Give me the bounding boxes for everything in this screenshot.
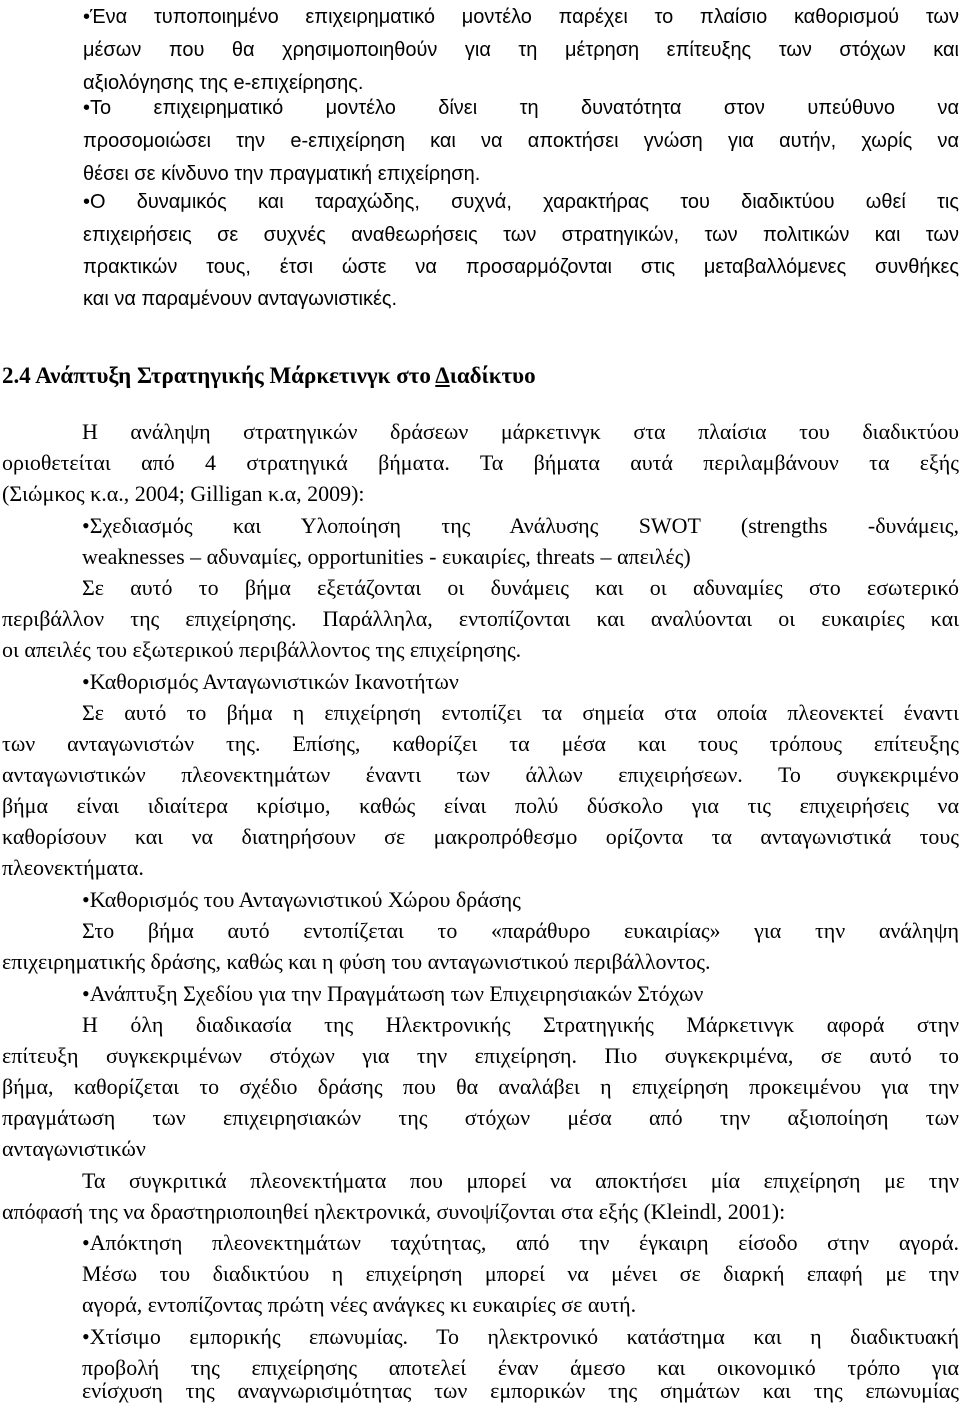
section-heading-underlined-letter: Δ [435, 363, 450, 388]
intro-line-1: Η ανάληψη στρατηγικών δράσεων μάρκετινγκ στα πλαίσια του διαδικτύου [82, 419, 959, 444]
advantages-intro-line-1: Τα συγκριτικά πλεονεκτήματα που μπορεί να αποκτήσει μία επιχείρηση με την [82, 1168, 959, 1193]
bullet-item-3-line-1: •Ο δυναμικός και ταραχώδης, συχνά, χαρακτήρας του διαδικτύου ωθεί τις [83, 191, 959, 213]
intro-line-2: οριοθετείται από 4 στρατηγικά βήματα. Τα βήματα αυτά περιλαμβάνουν τα εξής [2, 450, 959, 475]
step-swot-body-line-1: Σε αυτό το βήμα εξετάζονται οι δυνάμεις και οι αδυναμίες στο εσωτερικό [82, 575, 959, 600]
step-swot-title-line-2: weaknesses – αδυναμίες, opportunities - ευκαιρίες, threats – απειλές) [82, 544, 691, 569]
step-competitive-title: •Καθορισμός Ανταγωνιστικών Ικανοτήτων [82, 669, 459, 694]
advantage-brand-line-1: •Χτίσιμο εμπορικής επωνυμίας. Το ηλεκτρονικό κατάστημα και η διαδικτυακή [82, 1324, 959, 1349]
section-heading-suffix: ιαδίκτυο [449, 363, 536, 388]
advantages-intro-line-2: απόφασή της να δραστηριοποιηθεί ηλεκτρονικά, συνοψίζονται στα εξής (Kleindl, 2001): [2, 1199, 786, 1224]
bullet-item-1-line-3: αξιολόγησης της e-επιχείρησης. [83, 72, 364, 94]
bullet-item-1-line-2: μέσων που θα χρησιμοποιηθούν για τη μέτρηση επίτευξης των στόχων και [83, 39, 959, 61]
bullet-item-2-line-2: προσομοιώσει την e-επιχείρηση και να αποκτήσει γνώση για αυτήν, χωρίς να [83, 130, 959, 152]
step-plan-body-line-3: βήμα, καθορίζεται το σχέδιο δράσης που θα αναλάβει η επιχείρηση προκειμένου για την [2, 1074, 959, 1099]
step-competitive-body-line-1: Σε αυτό το βήμα η επιχείρηση εντοπίζει τα σημεία στα οποία πλεονεκτεί έναντι [82, 700, 959, 725]
step-competitive-body-line-5: καθορίσουν και να διατηρήσουν σε μακροπρόθεσμο ορίζοντα τα ανταγωνιστικά τους [2, 824, 959, 849]
step-competitive-body-line-2: των ανταγωνιστών της. Επίσης, καθορίζει τα μέσα και τους τρόπους επίτευξης [2, 731, 959, 756]
bullet-item-3-line-3: πρακτικών τους, έτσι ώστε να προσαρμόζονται στις μεταβαλλόμενες συνθήκες [83, 256, 959, 278]
step-space-body-line-1: Στο βήμα αυτό εντοπίζεται το «παράθυρο ευκαιρίας» για την ανάληψη [82, 918, 959, 943]
step-swot-body-line-3: οι απειλές του εξωτερικού περιβάλλοντος της επιχείρησης. [2, 637, 522, 662]
step-plan-body-line-4: πραγμάτωση των επιχειρησιακών της στόχων μέσα από την αξιοποίηση των [2, 1105, 959, 1130]
step-swot-title-line-1: •Σχεδιασμός και Υλοποίηση της Ανάλυσης SWOT (strengths -δυνάμεις, [82, 513, 959, 538]
advantage-speed-line-3: αγορά, εντοπίζοντας πρώτη νέες ανάγκες κι ευκαιρίες σε αυτή. [82, 1292, 637, 1317]
section-heading [2, 361, 536, 390]
step-swot-body-line-2: περιβάλλον της επιχείρησης. Παράλληλα, εντοπίζονται και αναλύονται οι ευκαιρίες και [2, 606, 959, 631]
advantage-speed-line-2: Μέσω του διαδικτύου η επιχείρηση μπορεί να μένει σε διαρκή επαφή με την [82, 1261, 959, 1286]
bullet-item-3-line-4: και να παραμένουν ανταγωνιστικές. [83, 288, 398, 310]
step-space-title: •Καθορισμός του Ανταγωνιστικού Χώρου δράσης [82, 887, 521, 912]
step-competitive-body-line-6: πλεονεκτήματα. [2, 855, 144, 880]
bullet-item-3-line-2: επιχειρήσεις σε συχνές αναθεωρήσεις των στρατηγικών, των πολιτικών και των [83, 224, 959, 246]
section-heading-prefix: 2.4 Ανάπτυξη Στρατηγικής Μάρκετινγκ στο [2, 363, 436, 388]
bullet-item-1-line-1: •Ένα τυποποιημένο επιχειρηματικό μοντέλο παρέχει το πλαίσιο καθορισμού των [83, 6, 959, 28]
advantage-brand-line-2: προβολή της επιχείρησης αποτελεί έναν άμεσο και οικονομικό τρόπο για [82, 1355, 959, 1380]
bullet-item-2-line-1: •Το επιχειρηματικό μοντέλο δίνει τη δυνατότητα στον υπεύθυνο να [83, 97, 959, 119]
step-plan-body-line-5: ανταγωνιστικών [2, 1136, 146, 1161]
step-plan-body-line-1: Η όλη διαδικασία της Ηλεκτρονικής Στρατηγικής Μάρκετινγκ αφορά στην [82, 1012, 959, 1037]
step-plan-body-line-2: επίτευξη συγκεκριμένων στόχων για την επιχείρηση. Πιο συγκεκριμένα, σε αυτό το [2, 1043, 959, 1068]
intro-line-3: (Σιώμκος κ.α., 2004; Gilligan κ.α, 2009): [2, 481, 365, 506]
step-space-body-line-2: επιχειρηματικής δράσης, καθώς και η φύση του ανταγωνιστικού περιβάλλοντος. [2, 949, 711, 974]
advantage-speed-line-1: •Απόκτηση πλεονεκτημάτων ταχύτητας, από την έγκαιρη είσοδο στην αγορά. [82, 1230, 959, 1255]
step-plan-title: •Ανάπτυξη Σχεδίου για την Πραγμάτωση των Επιχειρησιακών Στόχων [82, 981, 704, 1006]
bullet-item-2-line-3: θέσει σε κίνδυνο την πραγματική επιχείρηση. [83, 163, 481, 185]
step-competitive-body-line-3: ανταγωνιστικών πλεονεκτημάτων έναντι των άλλων επιχειρήσεων. Το συγκεκριμένο [2, 762, 959, 787]
step-competitive-body-line-4: βήμα είναι ιδιαίτερα κρίσιμο, καθώς είναι πολύ δύσκολο για τις επιχειρήσεις να [2, 793, 959, 818]
advantage-brand-line-3: ενίσχυση της αναγνωρισιμότητας των εμπορικών της σημάτων και της επωνυμίας [82, 1378, 959, 1403]
